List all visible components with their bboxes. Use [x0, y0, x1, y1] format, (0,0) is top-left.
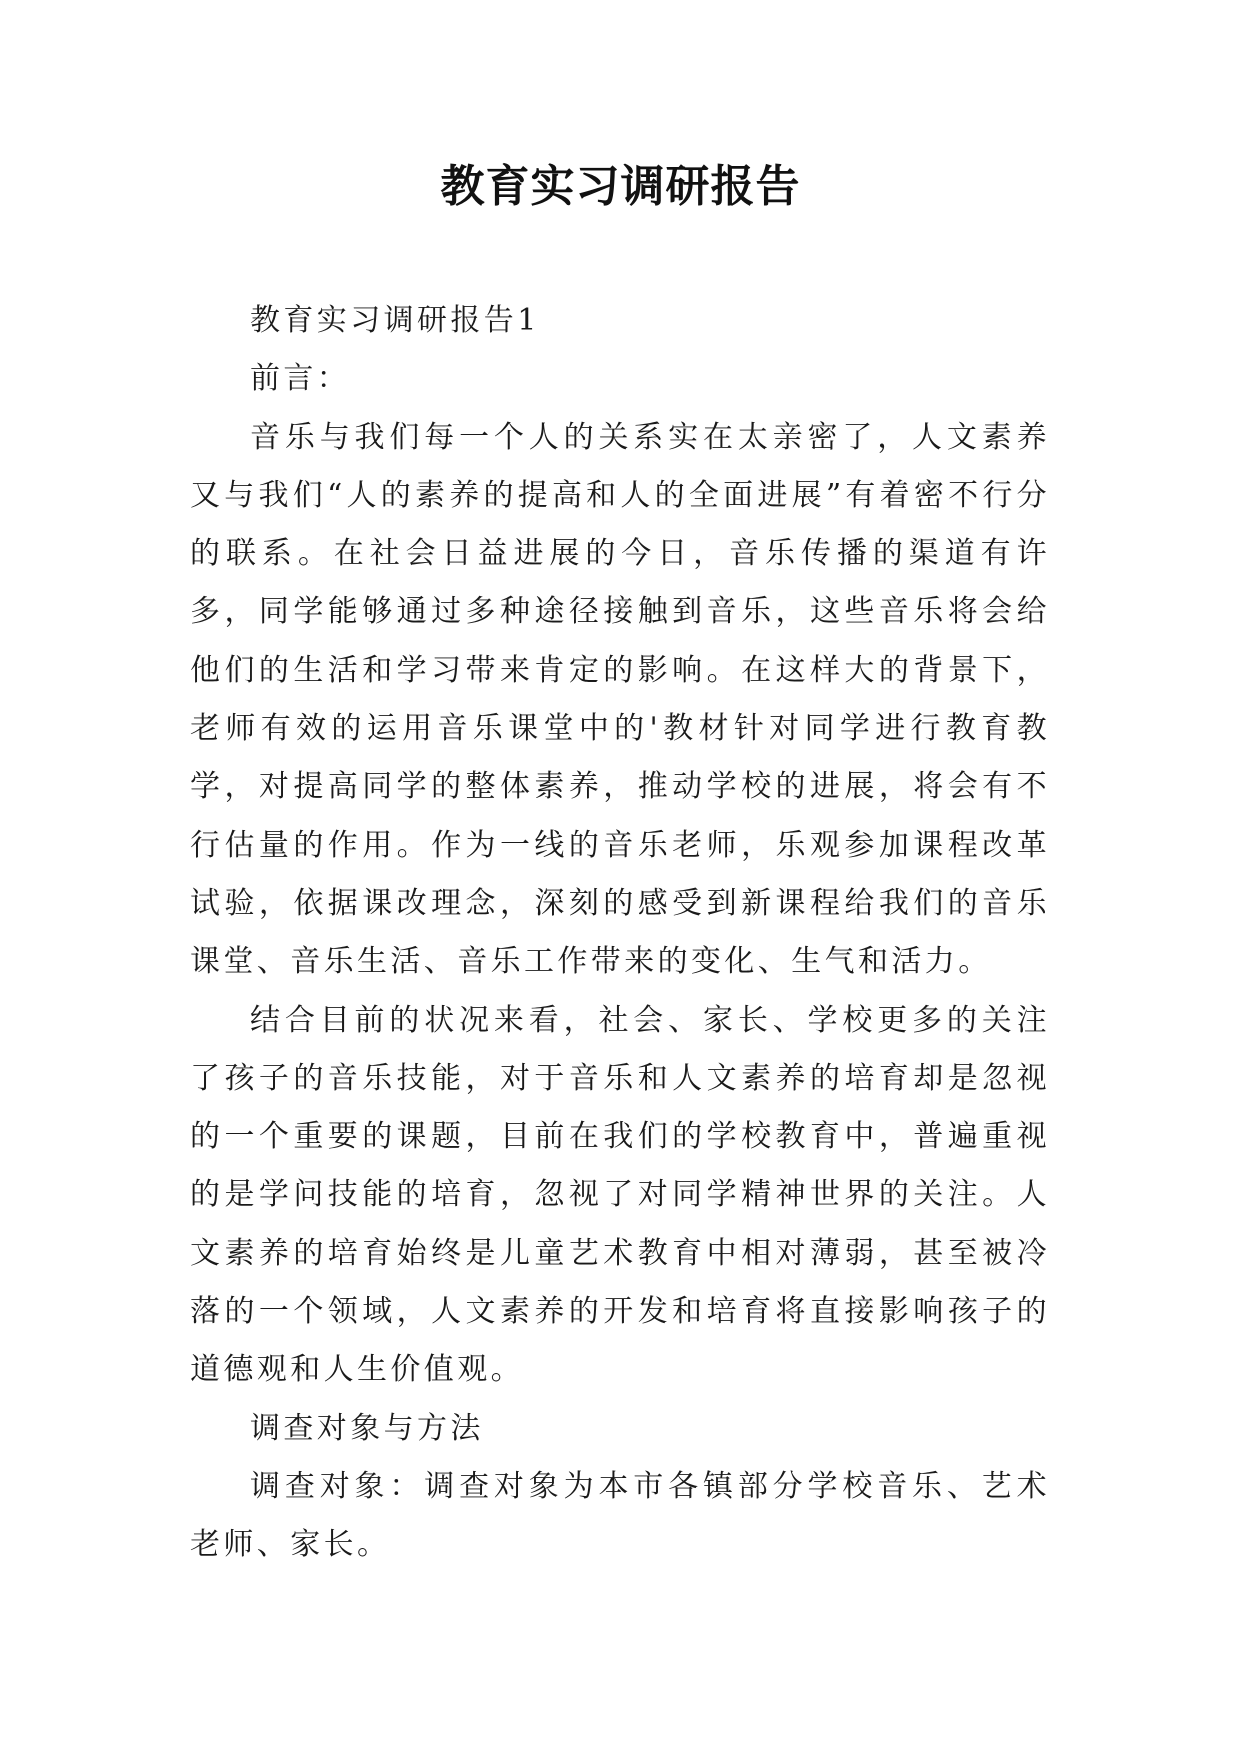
paragraph: 结合目前的状况来看，社会、家长、学校更多的关注了孩子的音乐技能，对于音乐和人文素养的培育却是忽视的一个重要的课题，目前在我们的学校教育中，普遍重视的是学问技能的培育，忽视了对同学精神世界的关注。人文素养的培育始终是儿童艺术教育中相对薄弱，甚至被冷落的一个领域，人文素养的开发和培育将直接影响孩子的道德观和人生价值观。 [190, 1002, 1050, 1388]
paragraph: 音乐与我们每一个人的关系实在太亲密了，人文素养又与我们“人的素养的提高和人的全面进展”有着密不行分的联系。在社会日益进展的今日，音乐传播的渠道有许多，同学能够通过多种途径接触到音乐，这些音乐将会给他们的生活和学习带来肯定的影响。在这样大的背景下，老师有效的运用音乐课堂中的'教材针对同学进行教育教学，对提高同学的整体素养，推动学校的进展，将会有不行估量的作用。作为一线的音乐老师，乐观参加课程改革试验，依据课改理念，深刻的感受到新课程给我们的音乐课堂、音乐生活、音乐工作带来的变化、生气和活力。 [190, 419, 1050, 980]
document-body [190, 292, 1050, 1575]
paragraph-section-heading: 调查对象与方法 [250, 1410, 484, 1446]
document-title: 教育实习调研报告 [440, 161, 801, 212]
paragraph-preface-label: 前言： [250, 361, 351, 397]
paragraph: 调查对象：调查对象为本市各镇部分学校音乐、艺术老师、家长。 [190, 1468, 1050, 1563]
paragraph-heading: 教育实习调研报告1 [250, 303, 540, 338]
